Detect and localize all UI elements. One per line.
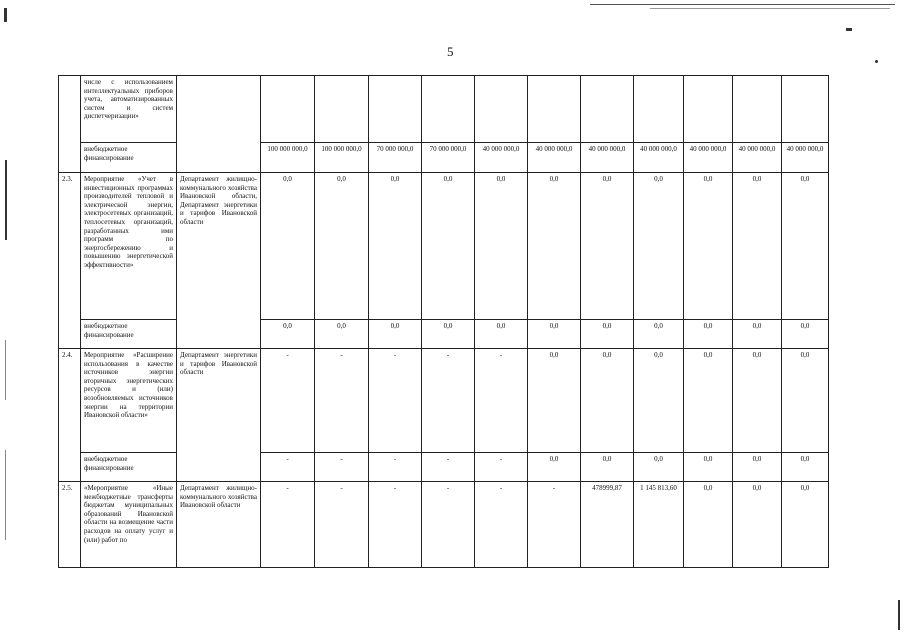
value-cell: 40 000 000,0 [581,143,634,173]
value-cell: - [422,482,475,568]
value-cell: 0,0 [581,453,634,482]
value-cell: 0,0 [581,320,634,349]
value-cell: 0,0 [733,453,782,482]
row-number: 2.3. [59,173,81,349]
table-row [59,76,829,143]
scan-artifact [5,160,7,240]
scan-artifact [5,340,6,400]
value-cell [684,76,733,143]
value-cell: - [475,453,528,482]
value-cell: - [475,349,528,453]
value-cell: - [261,482,315,568]
value-cell [261,76,315,143]
value-cell: 0,0 [782,482,829,568]
department-cell: Департамент жилищно-коммунального хозяйства Ивановской области, Департамент энергетики и тарифов Ивановской области [177,173,261,349]
value-cell: - [261,453,315,482]
value-cell: 0,0 [581,349,634,453]
activity-name: внебюджетное финансирование [81,143,177,173]
value-cell: 0,0 [733,349,782,453]
activity-name: Мероприятие «Расширение использования в качестве источников энергии вторичных энергетических ресурсов и (или) возобновляемых источников энергии на территории Ивановской области» [81,349,177,453]
value-cell: 1 145 813,60 [634,482,684,568]
value-cell: 40 000 000,0 [634,143,684,173]
value-cell [475,76,528,143]
value-cell: 0,0 [528,349,581,453]
value-cell: 0,0 [528,320,581,349]
value-cell: 0,0 [782,173,829,320]
activity-name: числе с использованием интеллектуальных приборов учета, автоматизированных систем и систем диспетчеризации» [81,76,177,143]
scan-artifact [5,450,6,540]
value-cell: 0,0 [369,173,422,320]
value-cell: - [422,349,475,453]
table-row [59,349,829,453]
table-row [59,453,829,482]
value-cell: 0,0 [733,320,782,349]
page-number: 5 [447,44,454,59]
value-cell: 0,0 [369,320,422,349]
value-cell: 0,0 [261,320,315,349]
value-cell: 40 000 000,0 [733,143,782,173]
value-cell: - [528,482,581,568]
value-cell: 0,0 [581,173,634,320]
value-cell: 0,0 [422,173,475,320]
activity-name: «Мероприятие «Иные межбюджетные трансферты бюджетам муниципальных образований Ивановской области на возмещение части расходов на оплату услуг и (или) работ по [81,482,177,568]
value-cell: 0,0 [422,320,475,349]
value-cell: 0,0 [528,173,581,320]
value-cell: - [261,349,315,453]
value-cell: - [369,482,422,568]
table-row [59,320,829,349]
value-cell [315,76,369,143]
value-cell: 0,0 [315,173,369,320]
value-cell: 0,0 [475,173,528,320]
value-cell: - [422,453,475,482]
value-cell: 0,0 [782,320,829,349]
table-row [59,143,829,173]
value-cell [581,76,634,143]
value-cell: 0,0 [528,453,581,482]
value-cell: 0,0 [733,482,782,568]
value-cell: - [369,349,422,453]
value-cell: 0,0 [261,173,315,320]
value-cell: - [369,453,422,482]
value-cell: 0,0 [634,173,684,320]
value-cell: 0,0 [634,349,684,453]
value-cell: 0,0 [475,320,528,349]
value-cell: 0,0 [733,173,782,320]
scan-artifact [875,60,878,63]
value-cell: 100 000 000,0 [315,143,369,173]
value-cell: 70 000 000,0 [422,143,475,173]
value-cell: 0,0 [782,453,829,482]
value-cell: 0,0 [634,453,684,482]
program-table [58,75,829,568]
value-cell: 100 000 000,0 [261,143,315,173]
scan-top-line [590,4,895,5]
value-cell: 40 000 000,0 [528,143,581,173]
department-cell: Департамент жилищно-коммунального хозяйства Ивановской области [177,482,261,568]
row-number [59,76,81,173]
value-cell: - [315,482,369,568]
table-row [59,482,829,568]
value-cell: 40 000 000,0 [475,143,528,173]
value-cell [369,76,422,143]
activity-name: Мероприятие «Учет в инвестиционных программах производителей тепловой и электрической энергии, электросетевых организаций, теплосетевых организаций, разработанных ими программ по энергосбережению и повышению энергетической эффективности» [81,173,177,320]
value-cell: 478999,87 [581,482,634,568]
activity-name: внебюджетное финансирование [81,320,177,349]
department-cell [177,76,261,173]
row-number: 2.5. [59,482,81,568]
value-cell: 0,0 [315,320,369,349]
value-cell: 0,0 [684,320,733,349]
value-cell: 0,0 [782,349,829,453]
value-cell [782,76,829,143]
value-cell: 0,0 [684,349,733,453]
scan-artifact [846,28,852,31]
value-cell [528,76,581,143]
value-cell: 0,0 [684,482,733,568]
value-cell: 40 000 000,0 [782,143,829,173]
row-number: 2.4. [59,349,81,482]
value-cell: - [315,453,369,482]
table-row [59,173,829,320]
scan-artifact [898,600,900,630]
value-cell [634,76,684,143]
value-cell [422,76,475,143]
value-cell: 0,0 [634,320,684,349]
value-cell: - [315,349,369,453]
value-cell [733,76,782,143]
value-cell: 70 000 000,0 [369,143,422,173]
scan-artifact [4,8,7,22]
value-cell: 0,0 [684,173,733,320]
department-cell: Департамент энергетики и тарифов Ивановской области [177,349,261,482]
scan-top-line-2 [650,8,890,9]
value-cell: - [475,482,528,568]
value-cell: 0,0 [684,453,733,482]
activity-name: внебюджетное финансирование [81,453,177,482]
value-cell: 40 000 000,0 [684,143,733,173]
